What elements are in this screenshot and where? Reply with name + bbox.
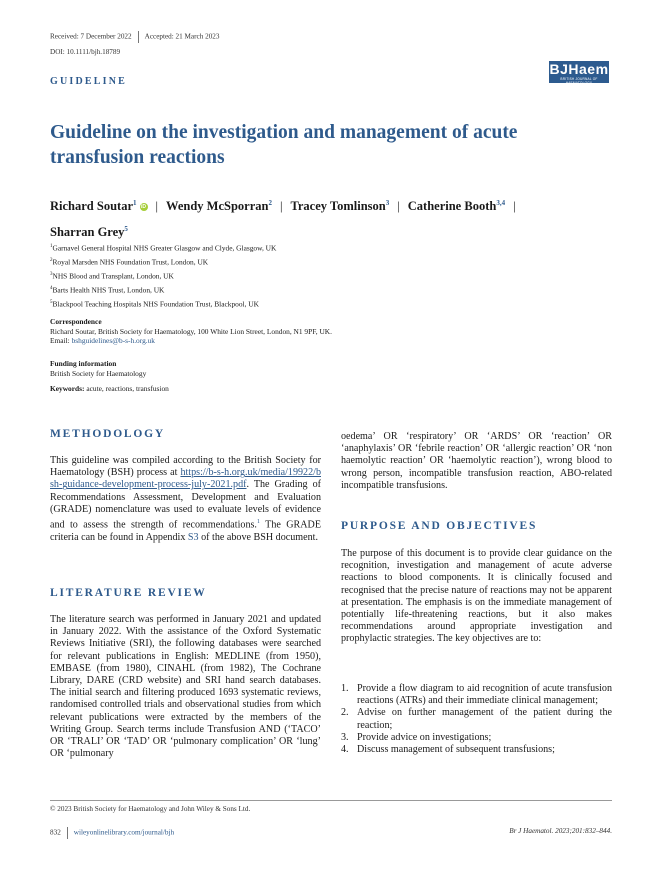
logo-subtext: BRITISH JOURNAL OF HAEMATOLOGY (560, 77, 598, 85)
correspondence-email-line: Email: bshguidelines@b-s-h.org.uk (50, 336, 156, 346)
orcid-icon[interactable]: iD (141, 204, 146, 211)
meta-divider (138, 31, 139, 43)
keywords-line (50, 384, 450, 394)
journal-logo[interactable] (549, 61, 609, 83)
author-list (50, 192, 620, 244)
email-link[interactable]: bshguidelines@b-s-h.org.uk (71, 336, 156, 346)
affiliations (50, 241, 450, 311)
article-title (50, 120, 610, 170)
copyright: © 2023 British Society for Haematology and John Wiley & Sons Ltd. (50, 805, 251, 813)
author-name[interactable]: Wendy McSporran$^2$ (166, 199, 272, 214)
journal-url[interactable]: wileyonlinelibrary.com/journal/bjh (73, 828, 175, 837)
logo-text: BJHaem (549, 61, 609, 77)
title-line-2: transfusion reactions (50, 147, 225, 168)
citation: Br J Haematol. 2023;201:832–844. (509, 827, 612, 835)
author-separator: | (513, 199, 516, 214)
affiliation-item: $^1$Garnavel General Hospital NHS Greater Glasgow and Clyde, Glasgow, UK (50, 243, 277, 253)
author-separator: | (155, 199, 159, 214)
list-item: 2. Advise on further management of the patient during the reaction; (341, 707, 612, 731)
accepted-date: Accepted: 21 March 2023 (144, 32, 220, 41)
literature-heading: LITERATURE REVIEW (50, 587, 207, 599)
author-name[interactable]: Richard Soutar$^1$ (50, 199, 137, 214)
affiliation-item: $^2$Royal Marsden NHS Foundation Trust, London, UK (50, 257, 209, 267)
page-number: 832 (50, 828, 61, 837)
appendix-link[interactable]: S3 (187, 531, 199, 543)
keywords-text: acute, reactions, transfusion (84, 384, 169, 393)
correspondence-block (50, 317, 450, 346)
literature-paragraph: The literature search was performed in January 2021 and updated in January 2022. With the assistance of the Oxford Systematic Reviews Initiative (SRI), the following databases were searched for relevant publications in English: MEDLINE (from 1950), EMBASE (from 1980), CINAHL (from 1982), The Cochrane Library, DARE (CRD website) and SRI hand search databases. The initial search and filtering produced 1693 systematic reviews, randomised controlled trials and observational studies from which relevant publications were extracted by the members of the Writing Group. Search terms include Transfusion AND (‘TACO’ OR ‘TRALI’ OR ‘TAD’ OR ‘pulmonary complication’ OR ‘lung’ OR ‘pulmonary (50, 614, 321, 760)
author-separator: | (279, 199, 283, 214)
received-accepted-line (50, 31, 219, 43)
article-type-label: GUIDELINE (50, 76, 128, 87)
title-line-1: Guideline on the investigation and management of acute (50, 122, 518, 143)
list-item: 1. Provide a flow diagram to aid recognition of acute transfusion reactions (ATRs) and their immediate clinical management; (341, 683, 612, 707)
doi[interactable]: DOI: 10.1111/bjh.18789 (50, 48, 121, 56)
funding-block (50, 359, 450, 378)
author-name[interactable]: Sharran Grey$^5$ (50, 225, 128, 240)
purpose-paragraph: The purpose of this document is to provide clear guidance on the recognition, investigation and management of acute adverse reactions to blood components. It is clinically focused and recognised that the precise nature of reactions may not be apparent at presentation. The emphasis is on the immediate management of potentially life-threatening reactions, but it also makes recommendations around appropriate investigation and prophylactic strategies. The key objectives are to: (341, 548, 612, 645)
author-name[interactable]: Tracey Tomlinson$^3$ (290, 199, 390, 214)
footer-line (50, 827, 612, 839)
footer-rule (50, 800, 612, 801)
bsh-process-link[interactable]: https://b-s-h.org.uk/media/19922/bsh-guidance-development-process-july-2021.pdf (50, 467, 321, 491)
literature-paragraph-continued: oedema’ OR ‘respiratory’ OR ‘ARDS’ OR ‘reaction’ OR ‘anaphylaxis’ OR ‘febrile reaction’ OR ‘allergic reaction’ OR ‘non haemolytic reaction’ OR ‘haemolytic reaction’), wrong blood to wrong person, incompatible transfusion reaction, ABO-related incompatible transfusions. (341, 431, 612, 491)
funding-label: Funding information (50, 359, 117, 368)
purpose-heading: PURPOSE AND OBJECTIVES (341, 520, 538, 532)
list-item: 3. Provide advice on investigations; (341, 731, 492, 743)
correspondence-label: Correspondence (50, 317, 102, 326)
affiliation-item: $^4$Barts Health NHS Trust, London, UK (50, 285, 165, 295)
methodology-paragraph: This guideline was compiled according to the British Society for Haematology (BSH) process at https://b-s-h.org.uk/media/19922/bsh-guidance-development-process-july-2021.pdf. The Grading of Recommendations Assessment, Development and Evaluation (GRADE) nomenclature was used to evaluate levels of evidence and to assess the strength of recommendations.$^1$ The GRADE criteria can be found in Appendix S3 of the above BSH document. (50, 455, 321, 543)
correspondence-address: Richard Soutar, British Society for Haematology, 100 White Lion Street, London, N1 9PF, UK. (50, 326, 332, 336)
objectives-list (341, 683, 612, 756)
author-separator: | (397, 199, 400, 214)
author-name[interactable]: Catherine Booth$^{3,4}$ (407, 199, 506, 214)
list-item: 4. Discuss management of subsequent transfusions; (341, 744, 555, 756)
footer-divider (67, 827, 68, 839)
funding-text: British Society for Haematology (50, 368, 147, 378)
affiliation-item: $^3$NHS Blood and Transplant, London, UK (50, 271, 174, 281)
affiliation-item: $^5$Blackpool Teaching Hospitals NHS Foundation Trust, Blackpool, UK (50, 299, 259, 309)
keywords-label: Keywords: (50, 384, 85, 393)
reference-1[interactable]: 1 (256, 519, 260, 526)
methodology-heading: METHODOLOGY (50, 428, 166, 440)
received-date: Received: 7 December 2022 (50, 32, 132, 41)
